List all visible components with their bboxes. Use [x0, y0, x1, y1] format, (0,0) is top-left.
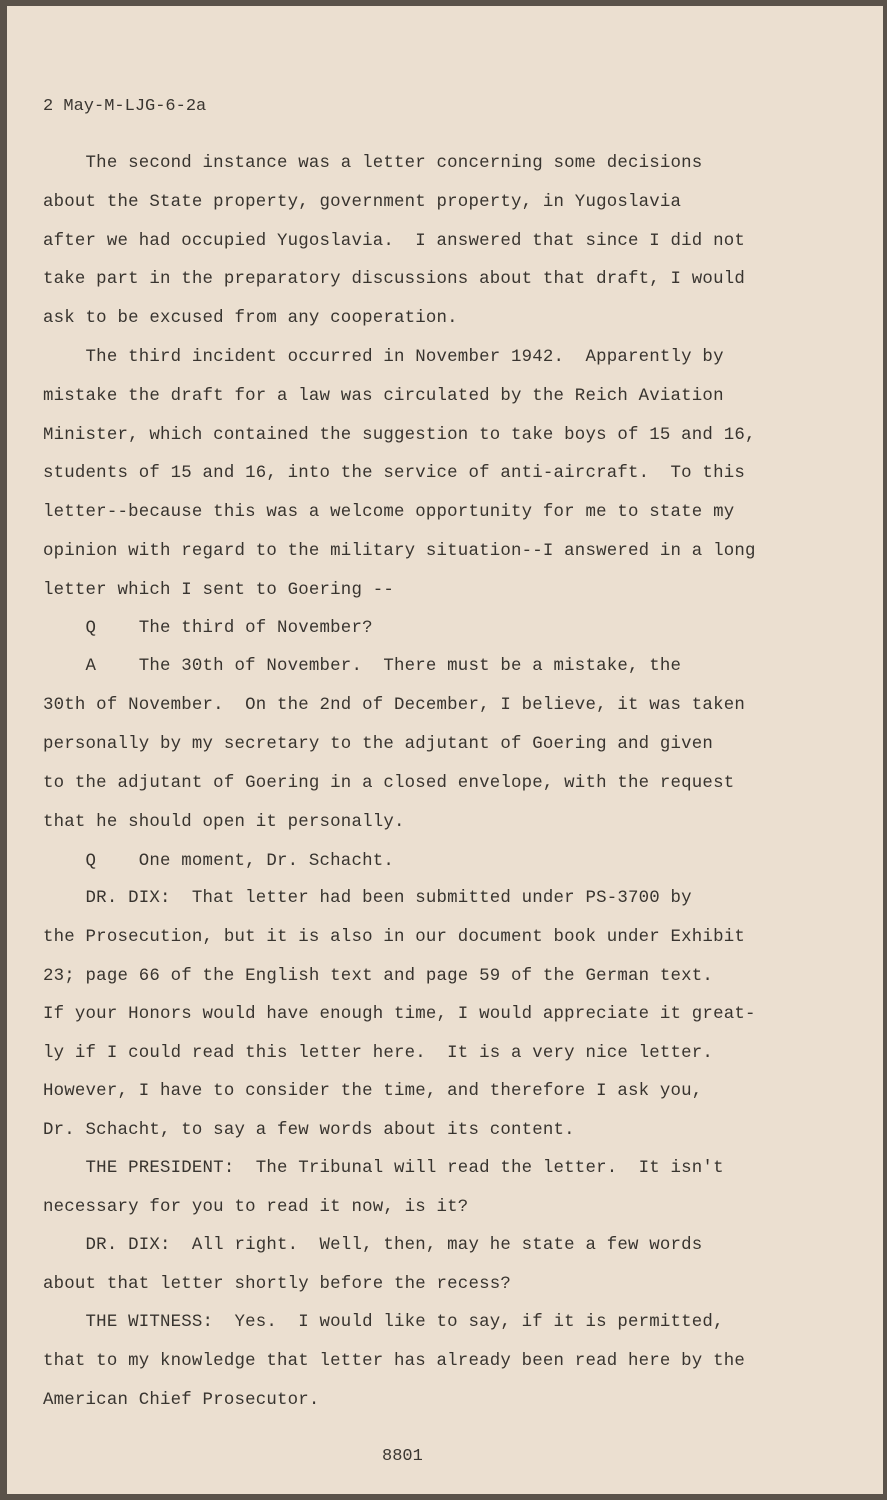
text-line: students of 15 and 16, into the service of anti-aircraft. To this: [43, 464, 745, 483]
text-line: after we had occupied Yugoslavia. I answered that since I did not: [43, 232, 745, 251]
text-line: to the adjutant of Goering in a closed envelope, with the request: [43, 774, 735, 793]
text-line: DR. DIX: All right. Well, then, may he state a few words: [43, 1236, 703, 1255]
text-line: 30th of November. On the 2nd of December, I believe, it was taken: [43, 696, 745, 715]
text-line: A The 30th of November. There must be a mistake, the: [43, 657, 682, 676]
page-number: 8801: [382, 1447, 423, 1466]
text-line: Q The third of November?: [43, 619, 373, 638]
text-line: take part in the preparatory discussions about that draft, I would: [43, 270, 745, 289]
text-line: necessary for you to read it now, is it?: [43, 1198, 469, 1217]
document-code: 2 May-M-LJG-6-2a: [43, 97, 207, 116]
text-line: The second instance was a letter concerning some decisions: [43, 154, 703, 173]
text-line: Q One moment, Dr. Schacht.: [43, 852, 394, 871]
text-line: that he should open it personally.: [43, 813, 405, 832]
text-line: letter--because this was a welcome opportunity for me to state my: [43, 503, 735, 522]
text-line: Dr. Schacht, to say a few words about its content.: [43, 1121, 575, 1140]
text-line: letter which I sent to Goering --: [43, 581, 394, 600]
text-line: THE PRESIDENT: The Tribunal will read the letter. It isn't: [43, 1159, 724, 1178]
text-line: that to my knowledge that letter has already been read here by the: [43, 1352, 745, 1371]
text-line: If your Honors would have enough time, I would appreciate it great-: [43, 1005, 756, 1024]
text-line: ask to be excused from any cooperation.: [43, 309, 458, 328]
text-line: The third incident occurred in November 1942. Apparently by: [43, 348, 724, 367]
text-line: Minister, which contained the suggestion to take boys of 15 and 16,: [43, 426, 756, 445]
text-line: opinion with regard to the military situation--I answered in a long: [43, 542, 756, 561]
text-line: 23; page 66 of the English text and page 59 of the German text.: [43, 967, 714, 986]
text-line: the Prosecution, but it is also in our document book under Exhibit: [43, 928, 745, 947]
text-line: personally by my secretary to the adjutant of Goering and given: [43, 735, 714, 754]
text-line: about the State property, government property, in Yugoslavia: [43, 193, 682, 212]
text-line: American Chief Prosecutor.: [43, 1391, 320, 1410]
text-line: about that letter shortly before the recess?: [43, 1275, 511, 1294]
text-line: ly if I could read this letter here. It is a very nice letter.: [43, 1044, 714, 1063]
text-line: mistake the draft for a law was circulated by the Reich Aviation: [43, 387, 724, 406]
text-line: However, I have to consider the time, and therefore I ask you,: [43, 1082, 703, 1101]
text-line: THE WITNESS: Yes. I would like to say, if it is permitted,: [43, 1313, 724, 1332]
text-line: DR. DIX: That letter had been submitted under PS-3700 by: [43, 889, 692, 908]
